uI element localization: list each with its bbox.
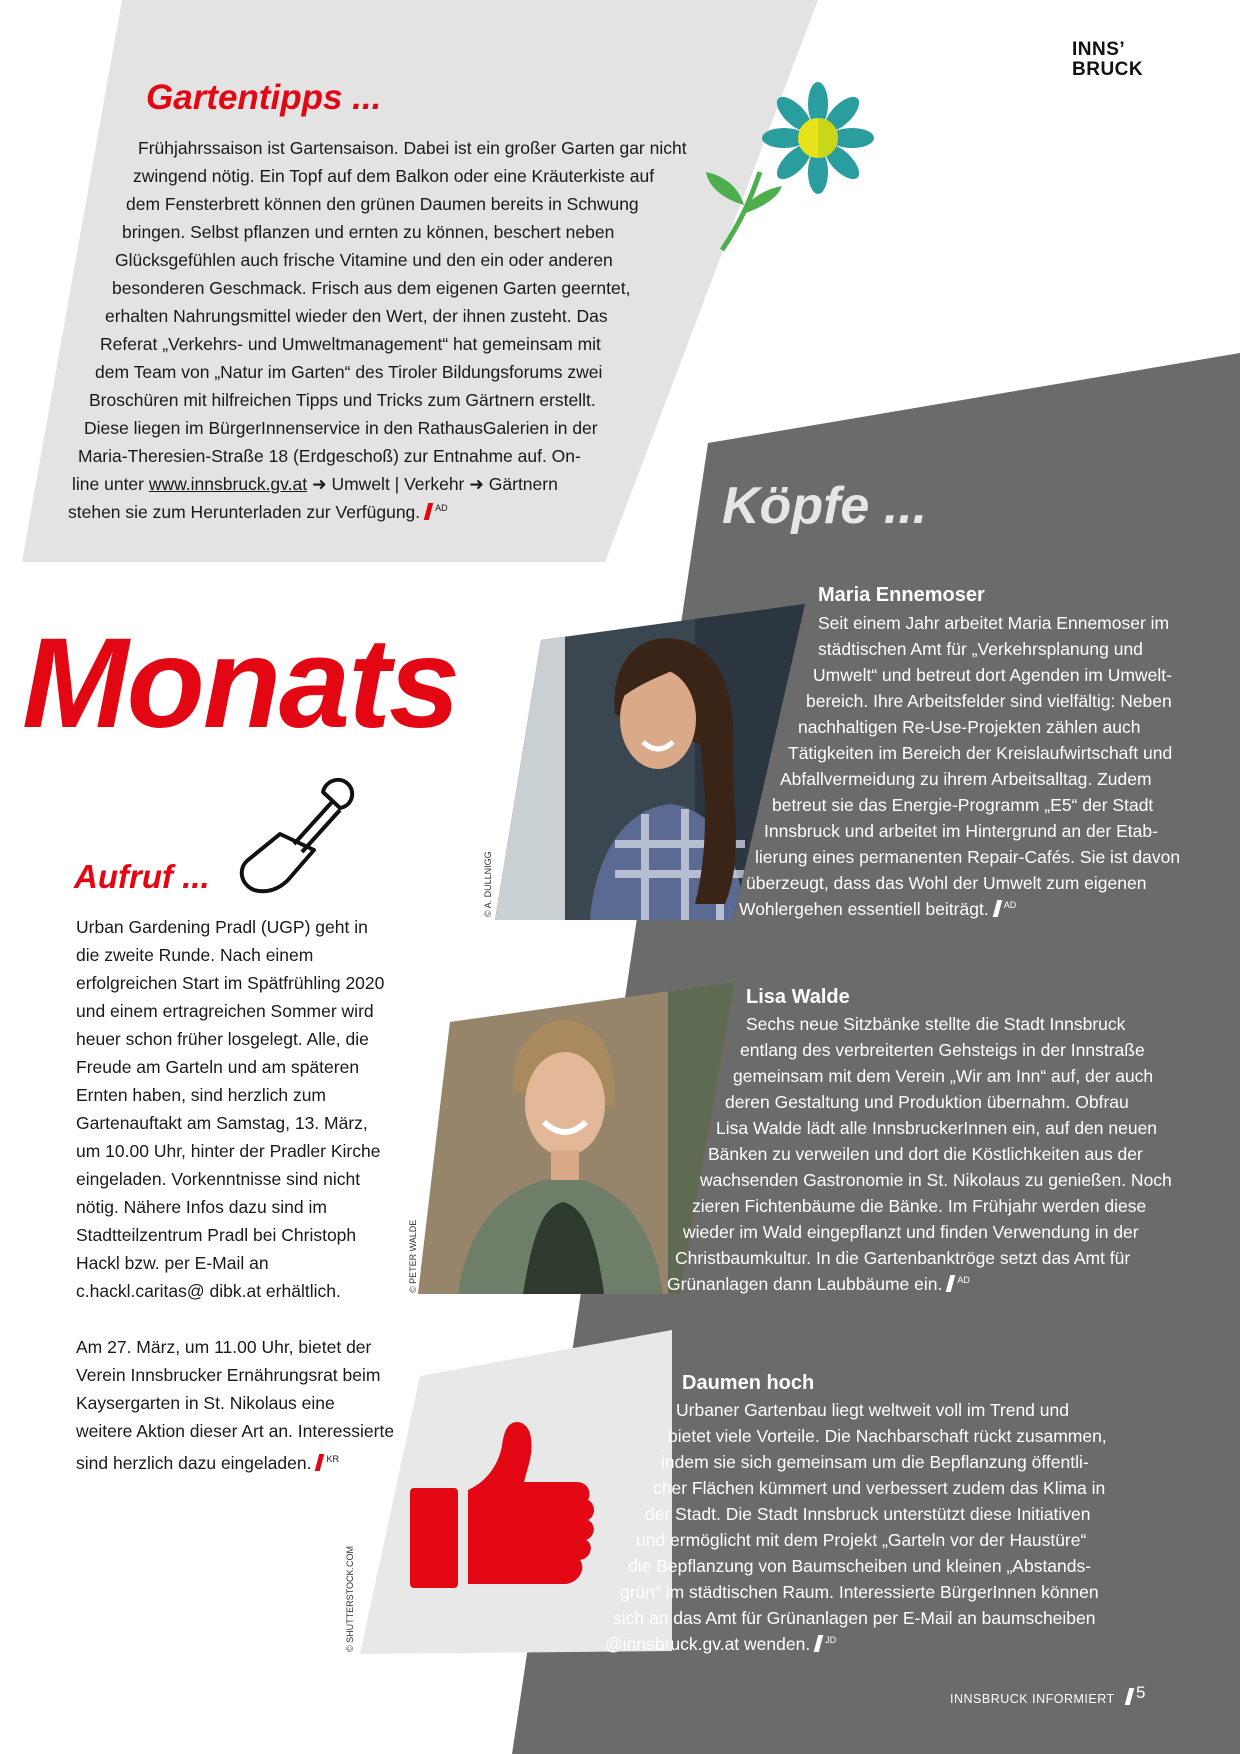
garden-tips-line: dem Team von „Natur im Garten“ des Tiroler Bildungsforums zwei <box>95 362 603 382</box>
garden-tips-line: Broschüren mit hilfreichen Tipps und Tricks zum Gärtnern erstellt. <box>89 390 596 410</box>
author-tag: KR <box>326 1454 339 1464</box>
white-slash-icon <box>1124 1688 1134 1705</box>
daumen-text-last: @innsbruck.gv.at wenden. <box>605 1634 811 1654</box>
person-text-line: Innsbruck und arbeitet im Hintergrund an der Etab- <box>764 821 1158 841</box>
garden-tips-line: Diese liegen im BürgerInnenservice in den RathausGalerien in der <box>84 418 598 438</box>
person-text-line: Lisa Walde lädt alle InnsbruckerInnen ein, auf den neuen <box>716 1118 1158 1138</box>
person-text-line: Tätigkeiten im Bereich der Kreislaufwirtschaft und <box>788 743 1173 763</box>
person-text-line: entlang des verbreiterten Gehsteigs in der Innstraße <box>740 1040 1145 1060</box>
daumen-text-line: bietet viele Vorteile. Die Nachbarschaft rückt zusammen, <box>668 1426 1107 1446</box>
garden-tips-line: erhalten Nahrungsmittel wieder den Wert, der ihnen zusteht. Das <box>105 306 608 326</box>
photo-credit: © SHUTTERSTOCK.COM <box>345 1546 355 1652</box>
daumen-hoch-title: Daumen hoch <box>682 1372 815 1394</box>
publication-name: INNSBRUCK INFORMIERT <box>950 1692 1115 1706</box>
person-name: Maria Ennemoser <box>818 584 985 606</box>
person-text-last-line <box>739 899 1016 920</box>
daumen-text-line: und ermöglicht mit dem Projekt „Garteln vor der Haustüre“ <box>636 1530 1087 1550</box>
monats-title: Monats <box>22 612 458 755</box>
daumen-text-line: indem sie sich gemeinsam um die Bepflanzung öffentli- <box>661 1452 1089 1472</box>
white-slash-icon <box>814 1635 824 1652</box>
daumen-text-line: sich an das Amt für Grünanlagen per E-Mail an baumscheiben <box>613 1608 1096 1628</box>
shovel-icon <box>228 772 358 897</box>
daumen-text-line: grün“ im städtischen Raum. Interessierte BürgerInnen können <box>620 1582 1099 1602</box>
garden-tips-last-text: stehen sie zum Herunterladen zur Verfügung. <box>68 502 421 522</box>
link-suffix: ➜ Umwelt | Verkehr ➜ Gärtnern <box>307 474 558 494</box>
garden-tips-last-line <box>68 502 448 523</box>
person-text-line: lierung eines permanenten Repair-Cafés. Sie ist davon <box>755 847 1181 867</box>
garden-tips-line: Maria-Theresien-Straße 18 (Erdgeschoß) zur Entnahme auf. On- <box>78 446 581 466</box>
person-text-line: städtischen Amt für „Verkehrsplanung und <box>818 639 1143 659</box>
person-text-line: betreut sie das Energie-Programm „E5“ der Stadt <box>772 795 1154 815</box>
person-text-line: Seit einem Jahr arbeitet Maria Ennemoser im <box>818 613 1170 633</box>
garden-tips-line: besonderen Geschmack. Frisch aus dem eigenen Garten geerntet, <box>112 278 631 298</box>
person-text-line: Bänken zu verweilen und dort die Köstlichkeiten aus der <box>708 1144 1143 1164</box>
garden-tips-line: bringen. Selbst pflanzen und ernten zu können, beschert neben <box>122 222 615 242</box>
daumen-text-line: Urbaner Gartenbau liegt weltweit voll im Trend und <box>676 1400 1069 1420</box>
logo-line-1: INNS’ <box>1072 39 1126 60</box>
person-text-line: Christbaumkultur. In die Gartenbanktröge setzt das Amt für <box>675 1248 1131 1268</box>
red-slash-icon <box>424 503 434 520</box>
thumbs-up-icon <box>406 1420 596 1595</box>
person-text-line: gemeinsam mit dem Verein „Wir am Inn“ auf, der auch <box>733 1066 1154 1086</box>
logo-line-2: BRUCK <box>1072 59 1144 80</box>
white-slash-icon <box>992 900 1002 917</box>
daumen-text-line: der Stadt. Die Stadt Innsbruck unterstützt diese Initiativen <box>645 1504 1091 1524</box>
person-text-line: deren Gestaltung und Produktion übernahm. Obfrau <box>725 1092 1129 1112</box>
aufruf-paragraph-2-text: Am 27. März, um 11.00 Uhr, bietet der Verein Innsbrucker Ernährungsrat beim Kaysergarten in St. Nikolaus eine weitere Aktion dieser Art an. Interessierte sind herzlich dazu eingeladen. <box>76 1337 395 1473</box>
person-text-last: Wohlergehen essentiell beiträgt. <box>739 899 989 919</box>
author-tag: AD <box>957 1275 970 1286</box>
aufruf-title: Aufruf ... <box>74 858 210 895</box>
person-text-last: Grünanlagen dann Laubbäume ein. <box>667 1274 943 1294</box>
author-tag: AD <box>435 503 448 514</box>
innsbruck-website-link[interactable]: www.innsbruck.gv.at <box>148 474 308 494</box>
person-text-line: wieder im Wald eingepflanzt und finden Verwendung in der <box>683 1222 1139 1242</box>
flower-icon <box>700 80 880 255</box>
photo-credit: © PETER WALDE <box>408 1219 418 1293</box>
author-tag: JD <box>825 1635 837 1646</box>
person-text-last-line <box>667 1274 970 1295</box>
person-text-line: bereich. Ihre Arbeitsfelder sind vielfältig: Neben <box>806 691 1172 711</box>
person-text-line: Abfallvermeidung zu ihrem Arbeitsalltag. Zudem <box>780 769 1152 789</box>
aufruf-text <box>76 913 396 1505</box>
link-prefix: line unter <box>72 474 149 494</box>
garden-tips-line: Glücksgefühlen auch frische Vitamine und den ein oder anderen <box>115 250 613 270</box>
daumen-text-line: cher Flächen kümmert und verbessert zudem das Klima in <box>653 1478 1106 1498</box>
person-name: Lisa Walde <box>746 986 850 1008</box>
author-tag: AD <box>1003 900 1017 911</box>
koepfe-title: Köpfe ... <box>722 477 928 535</box>
person-text-line: überzeugt, dass das Wohl der Umwelt zum eigenen <box>746 873 1147 893</box>
page-number: 5 <box>1136 1683 1146 1702</box>
person-text-line: wachsenden Gastronomie in St. Nikolaus zu genießen. Noch <box>700 1170 1172 1190</box>
person-text-line: Sechs neue Sitzbänke stellte die Stadt Innsbruck <box>746 1014 1126 1034</box>
person-text-line: nachhaltigen Re-Use-Projekten zählen auch <box>798 717 1141 737</box>
garden-tips-line: Frühjahrssaison ist Gartensaison. Dabei ist ein großer Garten gar nicht <box>138 138 687 158</box>
city-logo <box>1072 40 1143 80</box>
daumen-text-last-line <box>605 1634 836 1655</box>
garden-tips-title: Gartentipps ... <box>146 78 382 117</box>
aufruf-paragraph-2 <box>76 1333 396 1477</box>
person-text-line: Umwelt“ und betreut dort Agenden im Umwelt- <box>813 665 1172 685</box>
person-text-line: zieren Fichtenbäume die Bänke. Im Frühjahr werden diese <box>692 1196 1147 1216</box>
white-slash-icon <box>946 1275 956 1292</box>
photo-credit: © A. DULLNIGG <box>483 851 493 917</box>
red-slash-icon <box>315 1454 325 1471</box>
daumen-text-line: die Bepflanzung von Baumscheiben und kleinen „Abstands- <box>628 1556 1092 1576</box>
garden-tips-line: dem Fensterbrett können den grünen Daumen bereits in Schwung <box>126 194 639 214</box>
aufruf-paragraph-1: Urban Gardening Pradl (UGP) geht in die zweite Runde. Nach einem erfolgreichen Start im Spätfrühling 2020 und einem ertragreichen Sommer wird heuer schon früher losgelegt. Alle, die Freude am Garteln und am späteren Ernten haben, sind herzlich zum Gartenauftakt am Samstag, 13. März, um 10.00 Uhr, hinter der Pradler Kirche eingeladen. Vorkenntnisse sind nicht nötig. Nähere Infos dazu sind im Stadtteilzentrum Pradl bei Christoph Hackl bzw. per E-Mail an c.hackl.caritas@ dibk.at erhältlich. <box>76 917 385 1301</box>
garden-tips-link-line <box>72 474 558 495</box>
footer-publication <box>950 1688 1136 1706</box>
garden-tips-line: Referat „Verkehrs- und Umweltmanagement“ hat gemeinsam mit <box>100 334 601 354</box>
garden-tips-line: zwingend nötig. Ein Topf auf dem Balkon oder eine Kräuterkiste auf <box>133 166 655 186</box>
